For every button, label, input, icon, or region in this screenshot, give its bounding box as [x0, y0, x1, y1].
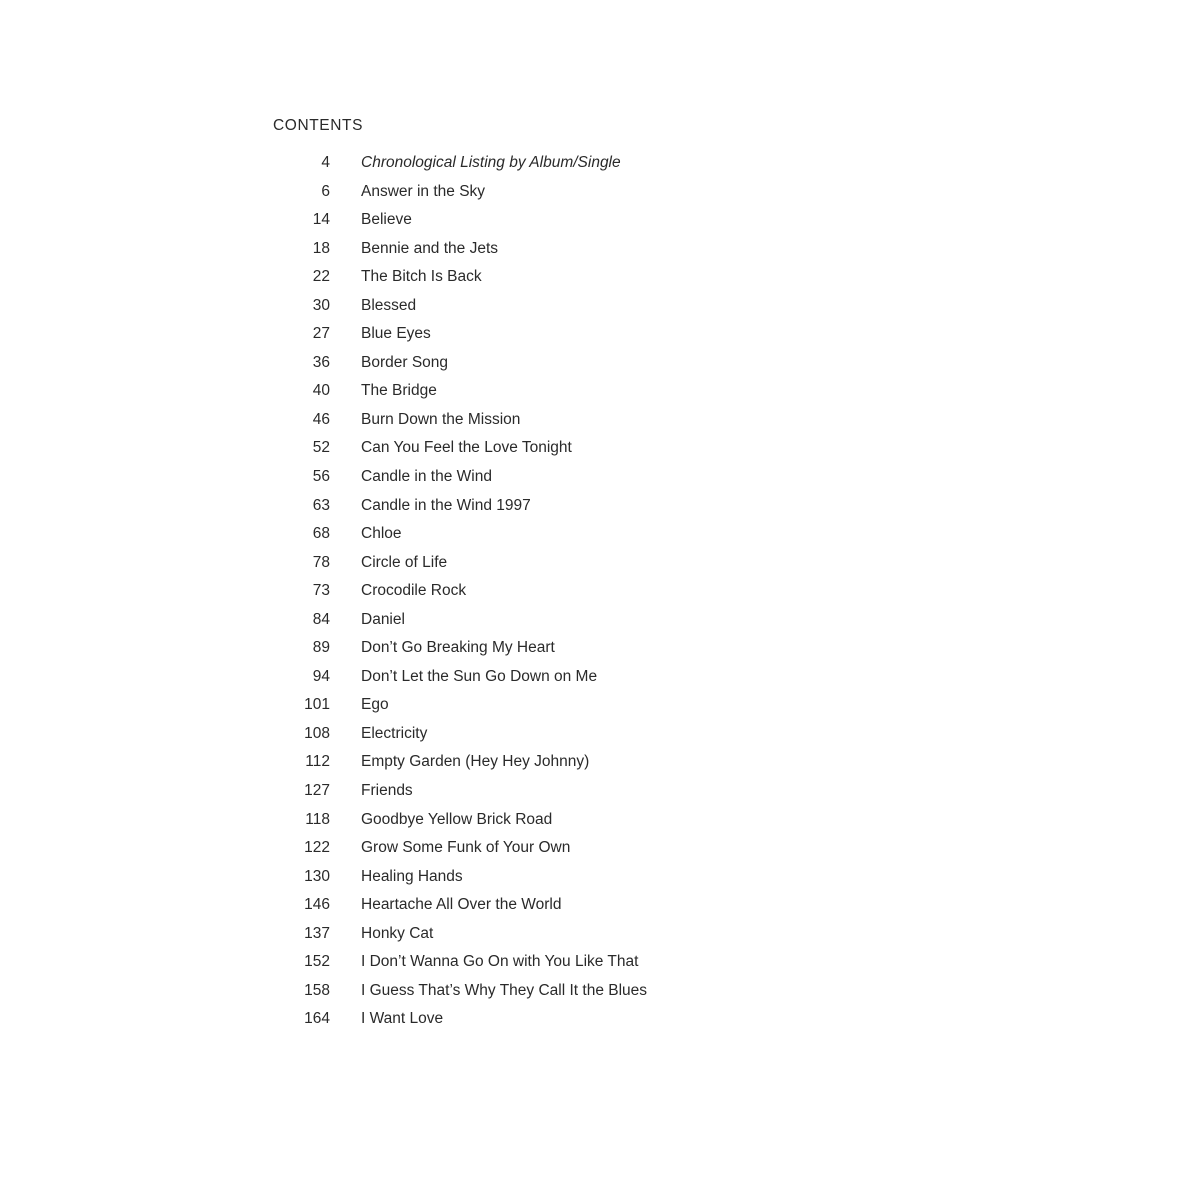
toc-entry — [0, 690, 1200, 719]
toc-entry-title: Chloe — [361, 525, 402, 543]
toc-entry-title: Empty Garden (Hey Hey Johnny) — [361, 753, 590, 771]
toc-entry-title: Goodbye Yellow Brick Road — [361, 810, 553, 828]
toc-page-number: 63 — [312, 496, 330, 514]
toc-entry-title: Bennie and the Jets — [361, 239, 499, 257]
toc-page-number: 122 — [304, 839, 330, 857]
toc-entry-title: Friends — [361, 782, 413, 800]
toc-entry-title: Candle in the Wind 1997 — [361, 496, 531, 514]
toc-entry — [0, 376, 1200, 405]
toc-entry-title: Can You Feel the Love Tonight — [361, 439, 572, 457]
toc-entry-title: Healing Hands — [361, 867, 463, 885]
toc-page-number: 89 — [312, 639, 330, 657]
toc-page-number: 73 — [312, 582, 330, 600]
toc-page-number: 158 — [304, 981, 330, 999]
toc-entry-title: I Guess That’s Why They Call It the Blues — [361, 981, 648, 999]
toc-entry — [0, 405, 1200, 434]
toc-entry-title: Crocodile Rock — [361, 582, 467, 600]
toc-entry-title: Ego — [361, 696, 389, 714]
toc-page-number: 118 — [305, 810, 330, 828]
toc-page-number: 46 — [312, 410, 330, 428]
toc-page-number: 52 — [312, 439, 330, 457]
toc-entry — [0, 148, 1200, 177]
toc-page-number: 22 — [312, 268, 330, 286]
toc-entry — [0, 234, 1200, 263]
toc-page-number: 6 — [321, 182, 330, 200]
toc-entry-title: Candle in the Wind — [361, 468, 492, 486]
toc-entry — [0, 548, 1200, 577]
toc-page-number: 30 — [312, 296, 330, 314]
toc-entry-title: Burn Down the Mission — [361, 410, 521, 428]
toc-entry-title: Heartache All Over the World — [361, 896, 562, 914]
toc-entry — [0, 747, 1200, 776]
page-title: CONTENTS — [273, 117, 364, 134]
toc-entry — [0, 462, 1200, 491]
toc-page-number: 137 — [304, 924, 330, 942]
toc-page-number: 94 — [312, 667, 330, 685]
toc-page-number: 152 — [304, 953, 330, 971]
toc-entry — [0, 833, 1200, 862]
toc-page-number: 14 — [312, 211, 330, 229]
toc-entry-title: Blue Eyes — [361, 325, 431, 343]
toc-entry-title: Electricity — [361, 724, 428, 742]
toc-entry-title: Daniel — [361, 610, 405, 628]
toc-entry — [0, 890, 1200, 919]
toc-entry — [0, 348, 1200, 377]
toc-entry — [0, 633, 1200, 662]
toc-entry — [0, 1004, 1200, 1033]
toc-list — [0, 148, 1200, 1033]
toc-entry — [0, 291, 1200, 320]
toc-page-number: 40 — [312, 382, 330, 400]
toc-entry-title: Don’t Go Breaking My Heart — [361, 639, 555, 657]
toc-entry-title: Believe — [361, 211, 412, 229]
toc-entry-title: I Don’t Wanna Go On with You Like That — [361, 953, 639, 971]
toc-entry-title: Honky Cat — [361, 924, 434, 942]
toc-entry — [0, 319, 1200, 348]
toc-page-number: 130 — [304, 867, 330, 885]
toc-entry — [0, 605, 1200, 634]
toc-entry-title: I Want Love — [361, 1010, 444, 1028]
toc-entry — [0, 491, 1200, 520]
toc-page-number: 27 — [312, 325, 330, 343]
toc-entry-title: Border Song — [361, 353, 449, 371]
toc-entry — [0, 177, 1200, 206]
toc-entry — [0, 719, 1200, 748]
toc-entry — [0, 919, 1200, 948]
toc-page-number: 68 — [312, 525, 330, 543]
toc-page-number: 4 — [321, 154, 330, 171]
toc-entry — [0, 205, 1200, 234]
toc-entry-title: Answer in the Sky — [361, 182, 486, 200]
toc-entry — [0, 776, 1200, 805]
toc-entry-title: The Bitch Is Back — [361, 268, 482, 286]
toc-page-number: 56 — [312, 468, 330, 486]
toc-entry-title: Don’t Let the Sun Go Down on Me — [361, 667, 598, 685]
toc-entry — [0, 947, 1200, 976]
toc-entry-title: Chronological Listing by Album/Single — [361, 154, 621, 171]
toc-page-number: 108 — [304, 724, 330, 742]
toc-page-number: 112 — [305, 753, 330, 771]
toc-entry-title: The Bridge — [361, 382, 437, 400]
toc-page-number: 84 — [312, 610, 330, 628]
toc-page-number: 101 — [304, 696, 330, 714]
toc-page-number: 164 — [304, 1010, 330, 1028]
toc-entry — [0, 262, 1200, 291]
toc-entry — [0, 576, 1200, 605]
toc-entry — [0, 662, 1200, 691]
toc-page-number: 78 — [312, 553, 330, 571]
toc-entry-title: Blessed — [361, 296, 417, 314]
toc-page-number: 146 — [304, 896, 330, 914]
toc-page-number: 36 — [312, 353, 330, 371]
toc-entry — [0, 805, 1200, 834]
toc-page-number: 127 — [304, 782, 330, 800]
toc-entry-title: Grow Some Funk of Your Own — [361, 839, 571, 857]
toc-entry — [0, 976, 1200, 1005]
toc-page-number: 18 — [312, 239, 330, 257]
toc-entry — [0, 433, 1200, 462]
toc-entry — [0, 862, 1200, 891]
toc-entry-title: Circle of Life — [361, 553, 448, 571]
toc-entry — [0, 519, 1200, 548]
